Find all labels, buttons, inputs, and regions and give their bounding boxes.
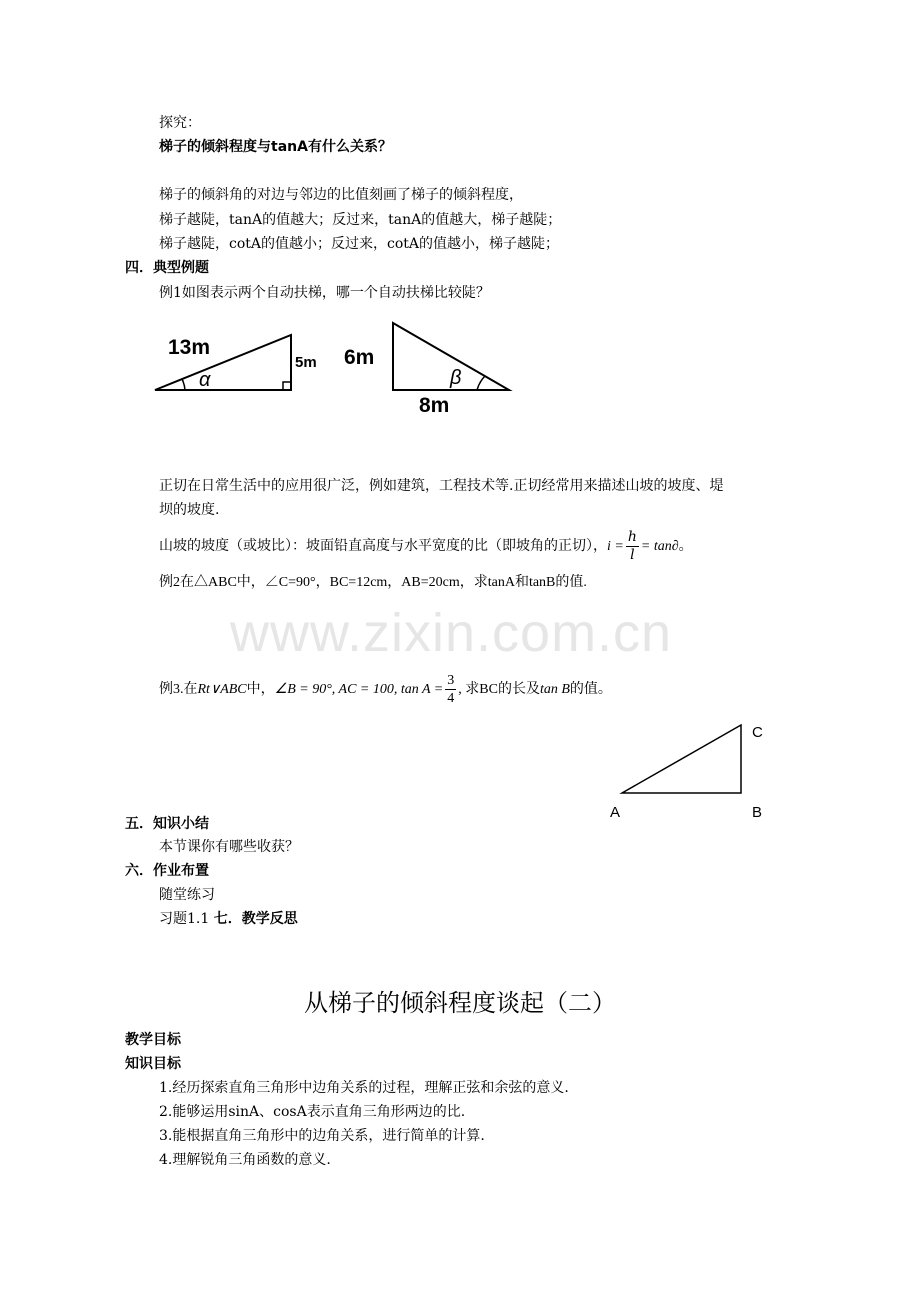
slope-end: 。: [678, 538, 693, 554]
ex3-conditions: ∠B = 90°, AC = 100, tan A =: [274, 682, 444, 697]
right-angle-mark: [283, 382, 291, 390]
slope-fraction: [626, 529, 639, 564]
explore-paragraph-3: 梯子越陡，cotA的值越小；反过来，cotA的值越小，梯子越陡；: [159, 236, 560, 252]
slope-definition: [159, 526, 693, 567]
goal-item-4: 4.理解锐角三角函数的意义.: [159, 1152, 331, 1168]
ex3-tanb: tan B: [539, 682, 570, 697]
slope-text: 山坡的坡度（或坡比）：坡面铅直高度与水平宽度的比（即坡角的正切），: [159, 538, 607, 554]
page-title: 从梯子的倾斜程度谈起（二）: [304, 989, 616, 1017]
vertex-c-label: C: [752, 724, 763, 741]
angle-arc-beta: [477, 376, 485, 390]
explore-paragraph-1: 梯子的倾斜角的对边与邻边的比值刻画了梯子的倾斜程度，: [159, 187, 523, 203]
ex3-num: 3: [447, 673, 455, 689]
triangle-abc: [622, 725, 741, 793]
section-4-heading: 四．典型例题: [125, 260, 209, 276]
homework-exercise: 习题1.1: [159, 911, 214, 927]
section-5-text: 本节课你有哪些收获？: [159, 839, 299, 855]
section-6-heading: 六．作业布置: [125, 863, 209, 879]
explore-label: 探究：: [159, 115, 201, 131]
ex3-den: 4: [447, 691, 455, 707]
goal-item-1: 1.经历探索直角三角形中边角关系的过程，理解正弦和余弦的意义.: [159, 1080, 569, 1096]
right-leg-h-label: 8m: [419, 394, 450, 417]
ex3-rt: Rt∨ABC: [197, 682, 247, 697]
vertex-a-label: A: [610, 804, 621, 821]
escalator-right: [344, 323, 509, 417]
vertex-b-label: B: [752, 804, 763, 821]
ex3-prefix: 例3.在: [159, 682, 198, 697]
left-hyp-label: 13m: [168, 336, 211, 359]
knowledge-goals-heading: 知识目标: [125, 1056, 181, 1072]
tangent-paragraph-line-2: 坝的坡度.: [159, 502, 220, 518]
triangle-abc-figure: [600, 718, 780, 828]
homework-line-2: [159, 909, 298, 929]
explore-question: 梯子的倾斜程度与tanA有什么关系？: [159, 139, 392, 155]
teaching-goals-heading: 教学目标: [125, 1032, 181, 1048]
angle-arc-alpha: [182, 379, 185, 390]
slope-rhs: = tan∂: [640, 539, 679, 554]
ex3-mid: 中，: [246, 682, 275, 697]
escalator-left: [155, 335, 317, 391]
goal-item-2: 2.能够运用sinA、cosA表示直角三角形两边的比.: [159, 1104, 466, 1120]
watermark: www.zixin.com.cn: [230, 603, 673, 663]
right-leg-v-label: 6m: [344, 346, 375, 369]
slope-den: l: [630, 546, 635, 563]
homework-line-1: 随堂练习: [159, 887, 215, 903]
example-3: [159, 666, 612, 714]
section-5-heading: 五．知识小结: [125, 816, 209, 832]
alpha-label: α: [199, 369, 211, 391]
example-1: 例1如图表示两个自动扶梯，哪一个自动扶梯比较陡？: [159, 285, 490, 301]
slope-num: h: [627, 528, 637, 545]
slope-lhs: i =: [607, 539, 624, 554]
section-7-heading: 七．教学反思: [213, 911, 298, 927]
ex3-fraction: [445, 672, 456, 707]
goal-item-3: 3.能根据直角三角形中的边角关系，进行简单的计算.: [159, 1128, 485, 1144]
example-2: 例2在△ABC中，∠C=90°，BC=12cm，AB=20cm，求tanA和tanB的值.: [159, 575, 587, 590]
escalator-figure: [150, 318, 520, 418]
beta-label: β: [450, 367, 462, 389]
left-leg-label: 5m: [295, 354, 317, 371]
tangent-paragraph-line-1: 正切在日常生活中的应用很广泛，例如建筑，工程技术等.正切经常用来描述山坡的坡度、堤: [159, 478, 724, 494]
ex3-suffix: , 求BC的长及: [458, 682, 540, 697]
explore-paragraph-2: 梯子越陡，tanA的值越大；反过来，tanA的值越大，梯子越陡；: [159, 212, 562, 228]
ex3-end: 的值。: [569, 682, 612, 697]
